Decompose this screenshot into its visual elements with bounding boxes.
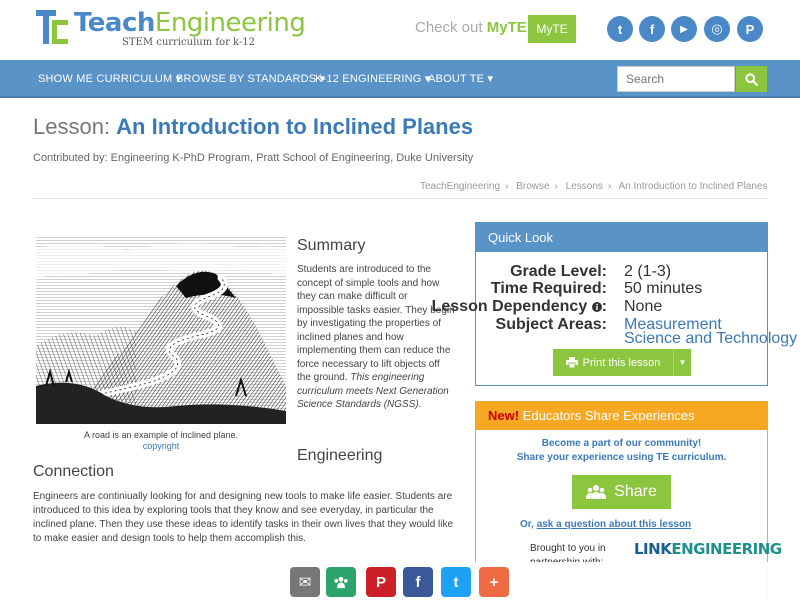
logo-engineering-text: Engineering: [154, 8, 306, 38]
nav-about-te[interactable]: ABOUT TE ▾: [428, 73, 494, 85]
top-header: [0, 0, 800, 58]
facebook-icon[interactable]: f: [639, 16, 665, 42]
grade-level-value: 2 (1-3): [624, 263, 672, 280]
nav-k12-engineering[interactable]: K-12 ENGINEERING ▾: [315, 73, 431, 85]
connection-text: Engineers are continiually looking for and designing new tools to make life easier. Students are introduced to this idea by exploring tools that they know and see everyday, in particular the inclined plane. Then they use these ideas to identify tasks in their own lives that they would like to make easier and design tools to help them accomplish this.: [33, 491, 454, 544]
te-logo-icon: [36, 10, 70, 46]
myte-button[interactable]: MyTE: [528, 15, 576, 43]
print-lesson-button[interactable]: [553, 349, 691, 376]
logo-teach-text: Teach: [74, 8, 155, 38]
facebook-share-icon[interactable]: f: [403, 567, 433, 597]
instagram-icon[interactable]: ◎: [704, 16, 730, 42]
time-required-label: Time Required:: [490, 280, 607, 297]
people-icon: [333, 576, 349, 589]
divider: [33, 198, 768, 199]
nav-show-me-curriculum[interactable]: SHOW ME CURRICULUM ▾: [38, 73, 182, 85]
community-invite: Become a part of our community!: [541, 438, 702, 449]
quick-look-title: Quick Look: [476, 223, 767, 252]
search-icon: [745, 73, 758, 86]
twitter-share-icon[interactable]: t: [441, 567, 471, 597]
educators-share-title: New! Educators Share Experiences: [476, 402, 767, 430]
twitter-icon[interactable]: t: [607, 16, 633, 42]
connection-heading: Connection: [33, 463, 114, 480]
inclined-road-illustration: [36, 236, 286, 424]
youtube-icon[interactable]: ▶: [671, 16, 697, 42]
breadcrumb-home[interactable]: TeachEngineering: [420, 181, 501, 192]
floating-share-bar: [0, 562, 800, 600]
search-input[interactable]: [617, 66, 735, 92]
quick-look-panel: [431, 222, 798, 386]
subject-measurement-link[interactable]: Measurement: [624, 316, 722, 333]
contributed-by: Contributed by: Engineering K-PhD Program, Pratt School of Engineering, Duke University: [33, 152, 474, 164]
summary-heading: Summary: [297, 237, 366, 254]
teachengineering-logo[interactable]: [36, 10, 305, 48]
breadcrumb: TeachEngineering › Browse › Lessons › An Introduction to Inclined Planes: [420, 181, 768, 192]
share-label: Share: [614, 483, 657, 500]
print-options-caret[interactable]: ▼: [673, 349, 691, 376]
summary-text: Students are introduced to the concept of simple tools and how they can make difficult or impossible tasks easier. They begin by investigating the properties of inclined planes and how implementing them can reduce the force necessary to lift objects off the ground. This engineering curriculum meets Next Generation Science Standards (NGSS).: [297, 264, 455, 410]
ask-question-link[interactable]: ask a question about this lesson: [536, 519, 692, 530]
linkengineering-logo[interactable]: LINKENGINEERING: [634, 540, 782, 558]
printer-icon: [566, 357, 578, 368]
info-icon[interactable]: [592, 302, 602, 312]
email-share-icon[interactable]: ✉: [290, 567, 320, 597]
page-title: Lesson: An Introduction to Inclined Planes: [33, 114, 474, 139]
lesson-dependency-label: Lesson Dependency :: [431, 298, 607, 315]
print-lesson-label: Print this lesson: [582, 356, 661, 369]
engineering-heading: Engineering: [297, 447, 383, 464]
time-required-value: 50 minutes: [624, 280, 703, 297]
pinterest-icon[interactable]: P: [737, 16, 763, 42]
share-experience-text: Share your experience using TE curriculum.: [516, 452, 727, 463]
breadcrumb-current: An Introduction to Inclined Planes: [618, 181, 768, 192]
subject-areas-label: Subject Areas:: [495, 316, 607, 333]
grade-level-label: Grade Level:: [510, 263, 607, 280]
partnership-text: Brought to you in: [530, 543, 606, 554]
community-share-icon[interactable]: [326, 567, 356, 597]
checkout-myte-text: Check out MyTE: [415, 19, 527, 36]
ask-question-line: Or, ask a question about this lesson: [520, 519, 692, 530]
breadcrumb-lessons[interactable]: Lessons: [565, 181, 603, 192]
logo-tagline: STEM curriculum for k-12: [122, 37, 256, 48]
nav-browse-by-standards[interactable]: BROWSE BY STANDARDS ▾: [176, 73, 326, 85]
pinterest-share-icon[interactable]: P: [366, 567, 396, 597]
share-button[interactable]: [572, 475, 671, 509]
copyright-link[interactable]: copyright: [142, 441, 180, 451]
subject-science-technology-link[interactable]: Science and Technology: [624, 330, 798, 347]
search-button[interactable]: [736, 66, 767, 92]
ngss-note: This engineering curriculum meets Next Generation Science Standards (NGSS).: [297, 372, 449, 410]
more-share-icon[interactable]: +: [479, 567, 509, 597]
lesson-dependency-value: None: [624, 298, 663, 315]
figure-caption: A road is an example of inclined plane.: [83, 430, 239, 440]
breadcrumb-browse[interactable]: Browse: [516, 181, 550, 192]
community-icon: [586, 484, 606, 500]
